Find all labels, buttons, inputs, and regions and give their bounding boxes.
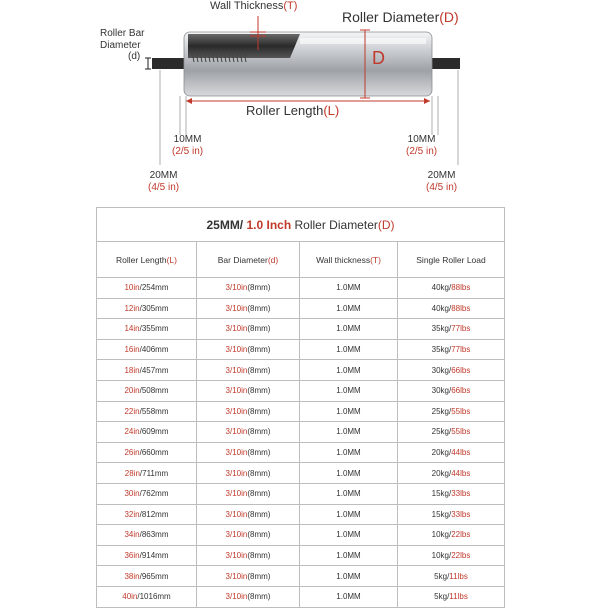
roller-length-cell: 22in/558mm [97, 401, 197, 422]
wall-thickness-cell: 1.0MM [300, 483, 398, 504]
table-row [97, 278, 505, 299]
single-roller-load-cell: 20kg/44lbs [398, 442, 505, 463]
wall-thickness-cell: 1.0MM [300, 442, 398, 463]
header-single-roller-load: Single Roller Load [398, 242, 505, 278]
bar-diameter-label: Roller Bar Diameter (d) [100, 28, 145, 62]
wall-thickness-cell: 1.0MM [300, 463, 398, 484]
single-roller-load-cell: 35kg/77lbs [398, 339, 505, 360]
bar-diameter-cell: 3/10in(8mm) [197, 463, 300, 484]
table-row [97, 525, 505, 546]
roller-length-cell: 40in/1016mm [97, 586, 197, 607]
right-clearance-20mm: 20MM (4/5 in) [426, 170, 458, 193]
roller-length-cell: 34in/863mm [97, 525, 197, 546]
table-row [97, 504, 505, 525]
wall-thickness-cell: 1.0MM [300, 319, 398, 340]
roller-length-cell: 30in/762mm [97, 483, 197, 504]
roller-length-cell: 24in/609mm [97, 422, 197, 443]
table-row [97, 586, 505, 607]
wall-thickness-cell: 1.0MM [300, 504, 398, 525]
header-roller-length: Roller Length(L) [97, 242, 197, 278]
bar-diameter-cell: 3/10in(8mm) [197, 442, 300, 463]
single-roller-load-cell: 30kg/66lbs [398, 380, 505, 401]
wall-thickness-cell: 1.0MM [300, 360, 398, 381]
left-clearance-20mm: 20MM (4/5 in) [148, 170, 180, 193]
bar-diameter-cell: 3/10in(8mm) [197, 319, 300, 340]
single-roller-load-cell: 30kg/66lbs [398, 360, 505, 381]
roller-length-cell: 26in/660mm [97, 442, 197, 463]
roller-length-cell: 38in/965mm [97, 566, 197, 587]
spec-table [96, 207, 504, 608]
roller-length-cell: 32in/812mm [97, 504, 197, 525]
wall-thickness-cell: 1.0MM [300, 525, 398, 546]
table-row [97, 442, 505, 463]
table-row [97, 545, 505, 566]
roller-diagram [0, 0, 600, 205]
bar-diameter-cell: 3/10in(8mm) [197, 360, 300, 381]
bar-diameter-cell: 3/10in(8mm) [197, 401, 300, 422]
wall-thickness-cell: 1.0MM [300, 278, 398, 299]
wall-thickness-cell: 1.0MM [300, 586, 398, 607]
single-roller-load-cell: 25kg/55lbs [398, 401, 505, 422]
table-row [97, 339, 505, 360]
wall-thickness-cell: 1.0MM [300, 380, 398, 401]
bar-diameter-cell: 3/10in(8mm) [197, 586, 300, 607]
bar-diameter-cell: 3/10in(8mm) [197, 525, 300, 546]
table-row [97, 566, 505, 587]
single-roller-load-cell: 15kg/33lbs [398, 504, 505, 525]
wall-thickness-cell: 1.0MM [300, 298, 398, 319]
right-clearance-10mm: 10MM (2/5 in) [406, 134, 438, 157]
single-roller-load-cell: 35kg/77lbs [398, 319, 505, 340]
single-roller-load-cell: 20kg/44lbs [398, 463, 505, 484]
table-row [97, 422, 505, 443]
table-row [97, 401, 505, 422]
roller-length-cell: 18in/457mm [97, 360, 197, 381]
wall-thickness-cell: 1.0MM [300, 422, 398, 443]
bar-diameter-cell: 3/10in(8mm) [197, 339, 300, 360]
roller-length-cell: 20in/508mm [97, 380, 197, 401]
single-roller-load-cell: 15kg/33lbs [398, 483, 505, 504]
table-title: 25MM/ 1.0 Inch Roller Diameter(D) [97, 208, 505, 242]
wall-thickness-cell: 1.0MM [300, 545, 398, 566]
spec-table-grid [96, 207, 505, 608]
bar-diameter-cell: 3/10in(8mm) [197, 298, 300, 319]
table-row [97, 360, 505, 381]
roller-diameter-label: Roller Diameter(D) [342, 9, 459, 25]
right-axle [430, 58, 460, 69]
wall-thickness-cell: 1.0MM [300, 566, 398, 587]
single-roller-load-cell: 10kg/22lbs [398, 525, 505, 546]
bar-diameter-cell: 3/10in(8mm) [197, 380, 300, 401]
single-roller-load-cell: 5kg/11lbs [398, 586, 505, 607]
single-roller-load-cell: 40kg/88lbs [398, 298, 505, 319]
roller-length-cell: 28in/711mm [97, 463, 197, 484]
bar-diameter-cell: 3/10in(8mm) [197, 483, 300, 504]
header-bar-diameter: Bar Diameter(d) [197, 242, 300, 278]
bar-diameter-cell: 3/10in(8mm) [197, 278, 300, 299]
left-clearance-10mm: 10MM (2/5 in) [172, 134, 204, 157]
roller-length-cell: 10in/254mm [97, 278, 197, 299]
single-roller-load-cell: 25kg/55lbs [398, 422, 505, 443]
diameter-symbol: D [372, 48, 385, 68]
roller-length-cell: 14in/355mm [97, 319, 197, 340]
wall-thickness-label: Wall Thickness(T) [210, 0, 298, 12]
roller-length-cell: 12in/305mm [97, 298, 197, 319]
single-roller-load-cell: 10kg/22lbs [398, 545, 505, 566]
table-row [97, 298, 505, 319]
bar-diameter-cell: 3/10in(8mm) [197, 504, 300, 525]
roller-length-cell: 36in/914mm [97, 545, 197, 566]
bar-diameter-cell: 3/10in(8mm) [197, 545, 300, 566]
wall-thickness-cell: 1.0MM [300, 339, 398, 360]
left-axle [152, 58, 186, 69]
single-roller-load-cell: 5kg/11lbs [398, 566, 505, 587]
table-header-row [97, 242, 505, 278]
roller-length-cell: 16in/406mm [97, 339, 197, 360]
table-row [97, 463, 505, 484]
bar-diameter-cell: 3/10in(8mm) [197, 566, 300, 587]
table-row [97, 319, 505, 340]
header-wall-thickness: Wall thickness(T) [300, 242, 398, 278]
table-row [97, 483, 505, 504]
single-roller-load-cell: 40kg/88lbs [398, 278, 505, 299]
wall-thickness-cell: 1.0MM [300, 401, 398, 422]
roller-length-label: Roller Length(L) [246, 103, 340, 118]
bar-diameter-cell: 3/10in(8mm) [197, 422, 300, 443]
table-row [97, 380, 505, 401]
